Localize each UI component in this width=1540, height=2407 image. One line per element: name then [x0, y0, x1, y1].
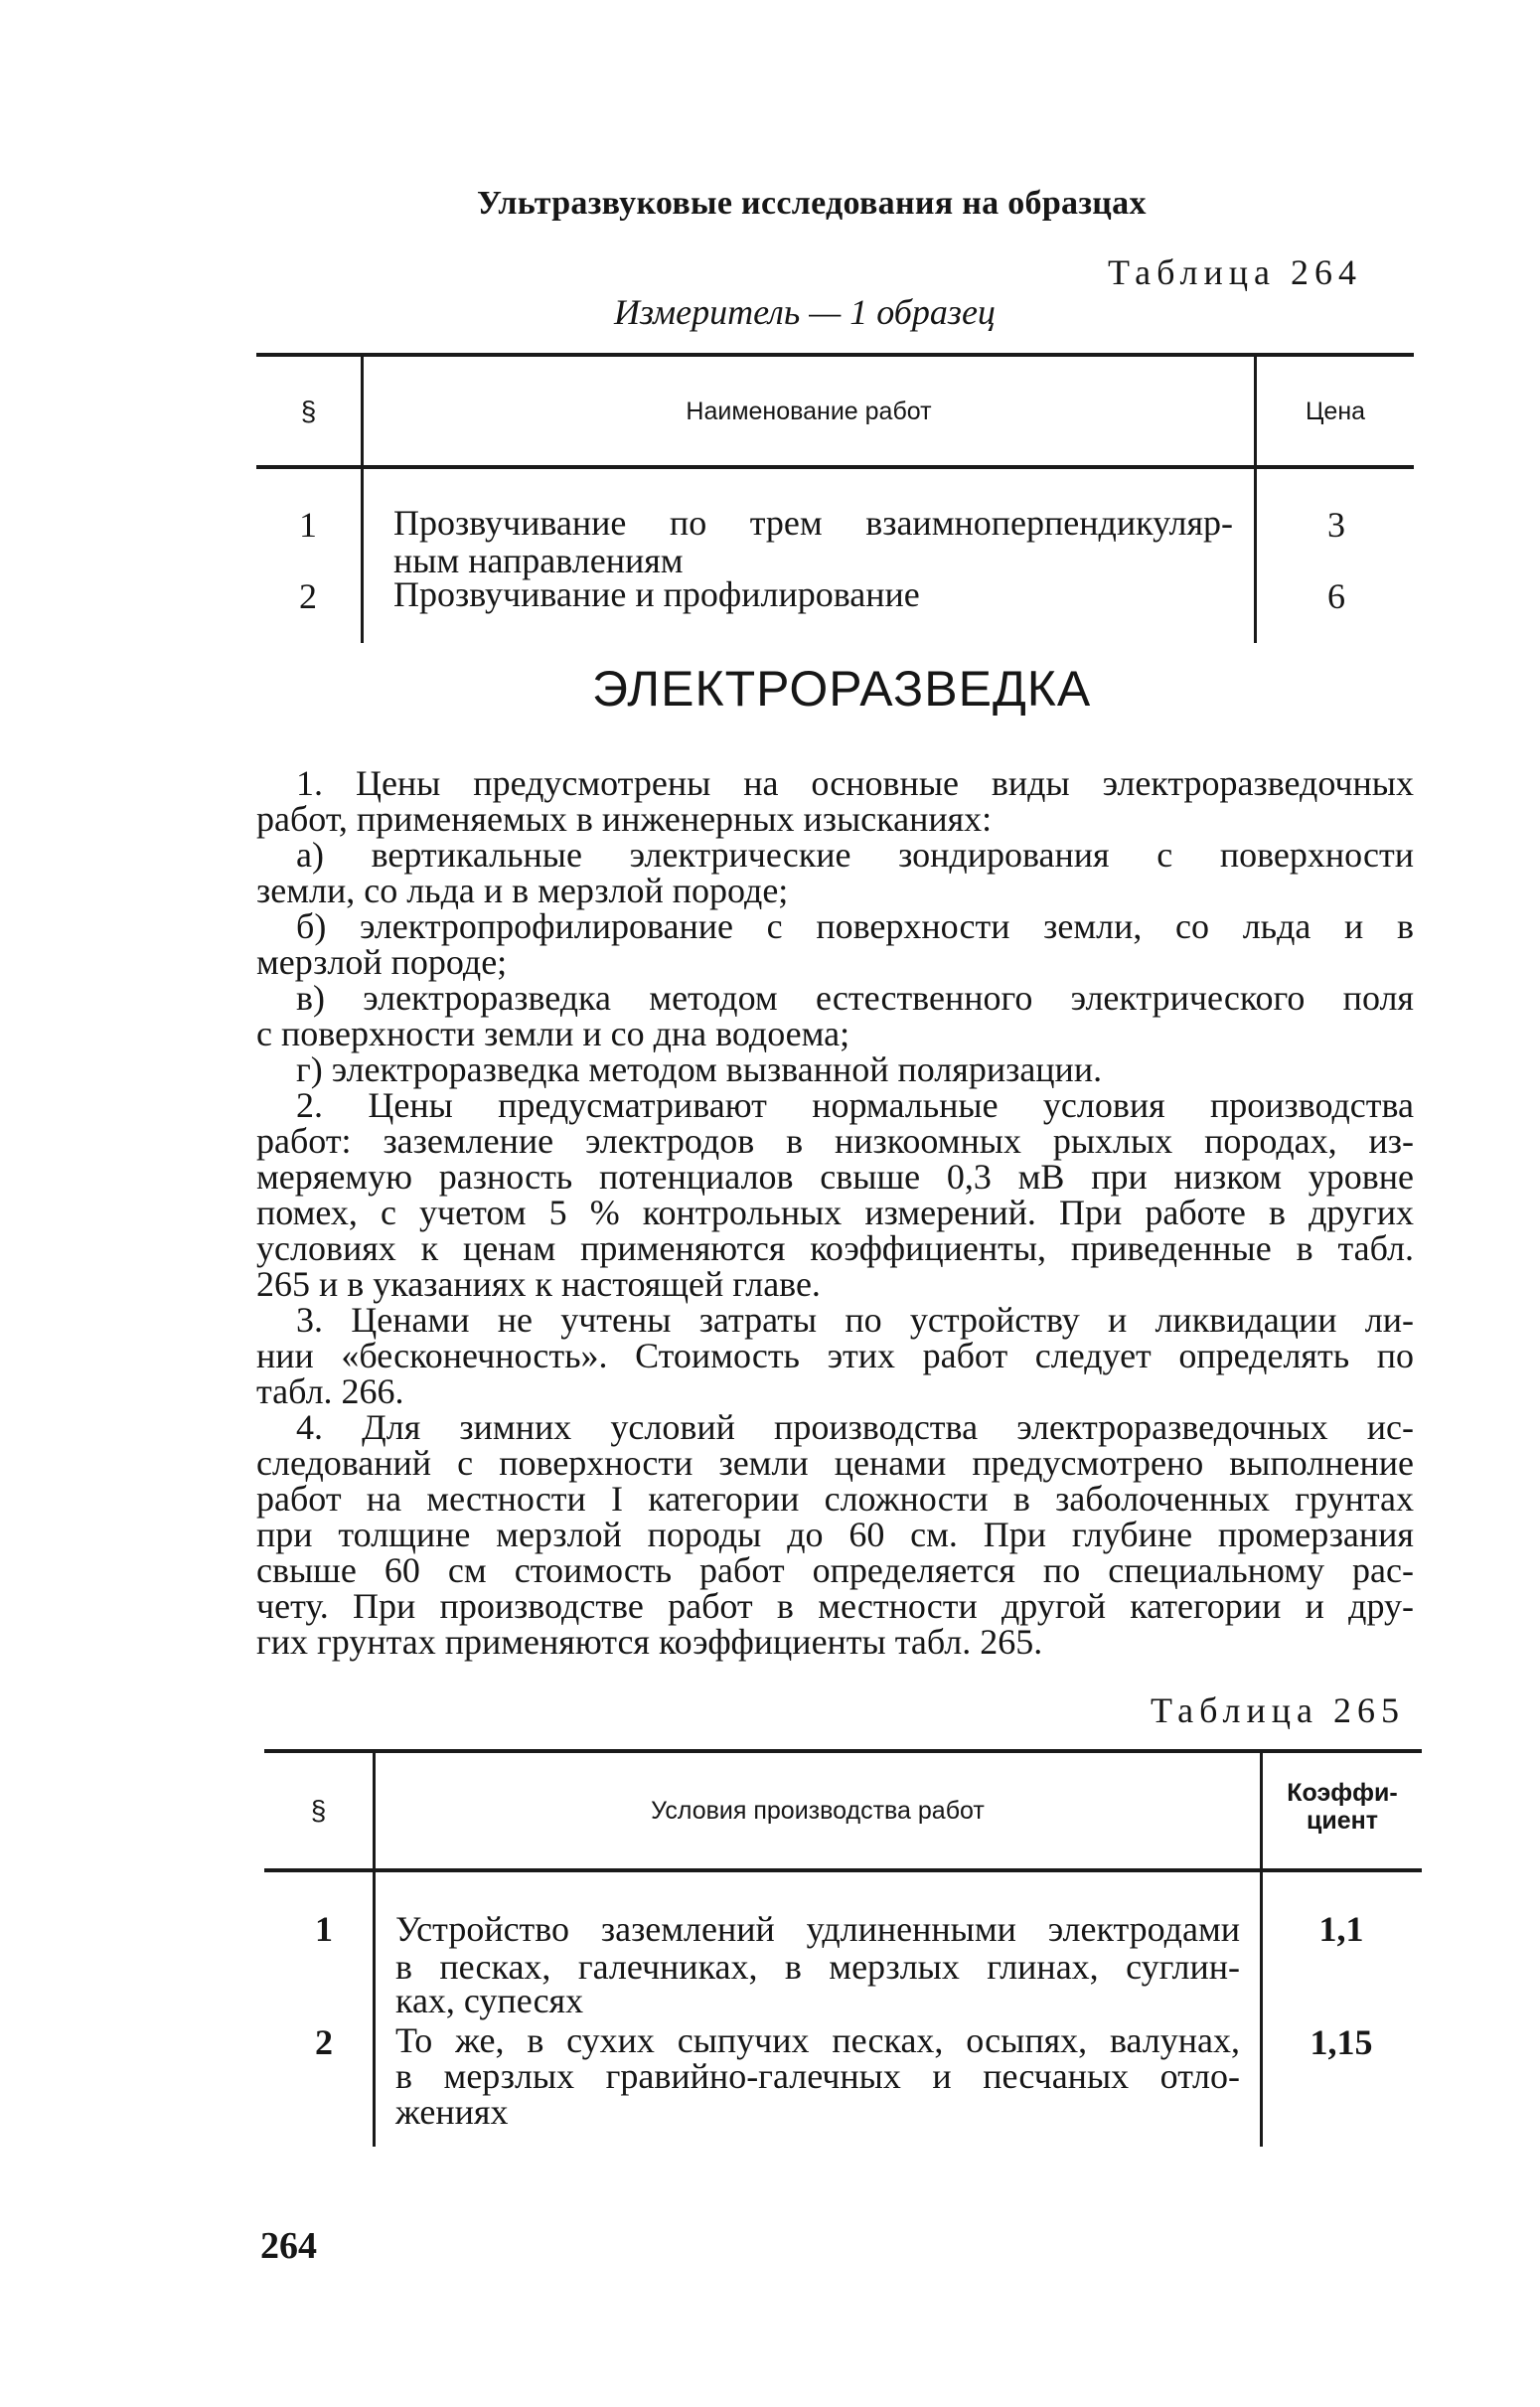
text-line: нии «бесконечность». Стоимость этих работ следует определять по: [256, 1336, 1414, 1375]
text-line: помех, с учетом 5 % контрольных измерений. При работе в других: [256, 1193, 1414, 1232]
text-line: работ на местности I категории сложности в заболоченных грунтах: [256, 1479, 1414, 1519]
table-264-meter: Измеритель — 1 образец: [614, 292, 996, 332]
text-line: 1. Цены предусмотрены на основные виды электроразведочных: [296, 763, 1414, 803]
text-line: при толщине мерзлой породы до 60 см. При глубине промерзания: [256, 1515, 1414, 1554]
text-line: в) электроразведка методом естественного электрического поля: [296, 978, 1414, 1018]
row-name-line: Прозвучивание по трем взаимноперпендикуляр-: [393, 503, 1233, 543]
row-coefficient: 1,1: [1318, 1909, 1364, 1949]
row-price: 6: [1327, 576, 1345, 616]
table-264-header-price: Цена: [1305, 397, 1366, 425]
row-condition-line: жениях: [395, 2092, 509, 2132]
table-264-header-name: Наименование работ: [686, 397, 932, 425]
text-line: а) вертикальные электрические зондирования с поверхности: [296, 835, 1414, 875]
table-265-header-conditions: Условия производства работ: [651, 1797, 985, 1825]
text-line: следований с поверхности земли ценами предусмотрено выполнение: [256, 1443, 1414, 1483]
row-condition-line: То же, в сухих сыпучих песках, осыпях, валунах,: [395, 2020, 1240, 2060]
table-264-header-rule: [256, 465, 1414, 469]
text-line: работ: заземление электродов в низкоомных рыхлых породах, из-: [256, 1121, 1414, 1161]
text-line: 265 и в указаниях к настоящей главе.: [256, 1264, 821, 1304]
text-line: гих грунтах применяются коэффициенты табл. 265.: [256, 1622, 1043, 1662]
row-price: 3: [1327, 505, 1345, 545]
header-coef-line: циент: [1307, 1807, 1378, 1835]
text-line: меряемую разность потенциалов свыше 0,3 мВ при низком уровне: [256, 1157, 1414, 1197]
table-265-header-section: §: [310, 1795, 327, 1826]
text-line: 2. Цены предусматривают нормальные условия производства: [296, 1085, 1414, 1125]
text-line: 4. Для зимних условий производства электроразведочных ис-: [296, 1407, 1414, 1447]
text-line: работ, применяемых в инженерных изысканиях:: [256, 799, 993, 839]
row-name-line: Прозвучивание и профилирование: [393, 574, 920, 614]
row-condition-line: ках, супесях: [395, 1981, 584, 2020]
table-264-header-section: §: [300, 395, 317, 426]
row-name-line: ным направлениям: [393, 541, 684, 580]
text-line: г) электроразведка методом вызванной поляризации.: [296, 1049, 1103, 1089]
row-number: 1: [315, 1909, 333, 1949]
row-number: 2: [315, 2022, 333, 2062]
text-line: чету. При производстве работ в местности другой категории и дру-: [256, 1586, 1414, 1626]
text-line: свыше 60 см стоимость работ определяется по специальному рас-: [256, 1550, 1414, 1590]
text-line: 3. Ценами не учтены затраты по устройству и ликвидации ли-: [296, 1300, 1414, 1340]
table-265-header-coef: [1263, 1779, 1422, 1835]
text-line: земли, со льда и в мерзлой породе;: [256, 871, 789, 910]
text-line: табл. 266.: [256, 1371, 404, 1411]
row-condition-line: в песках, галечниках, в мерзлых глинах, суглин-: [395, 1947, 1240, 1987]
table-264-label: Таблица 264: [1108, 252, 1362, 292]
row-number: 2: [299, 576, 317, 616]
text-line: условиях к ценам применяются коэффициенты, приведенные в табл.: [256, 1228, 1414, 1268]
section-title: Ультразвуковые исследования на образцах: [477, 185, 1147, 222]
section-heading: ЭЛЕКТРОРАЗВЕДКА: [592, 661, 1092, 717]
row-condition-line: в мерзлых гравийно-галечных и песчаных отло-: [395, 2056, 1240, 2096]
header-coef-line: Коэффи-: [1287, 1779, 1398, 1807]
table-265-label: Таблица 265: [1151, 1690, 1405, 1730]
row-number: 1: [299, 505, 317, 545]
row-coefficient: 1,15: [1309, 2022, 1373, 2062]
row-condition-line: Устройство заземлений удлиненными электродами: [395, 1909, 1240, 1949]
text-line: с поверхности земли и со дна водоема;: [256, 1014, 850, 1053]
page-number: 264: [260, 2225, 317, 2267]
text-line: мерзлой породе;: [256, 942, 508, 982]
table-265-header-rule: [264, 1868, 1422, 1872]
text-line: б) электропрофилирование с поверхности земли, со льда и в: [296, 906, 1414, 946]
